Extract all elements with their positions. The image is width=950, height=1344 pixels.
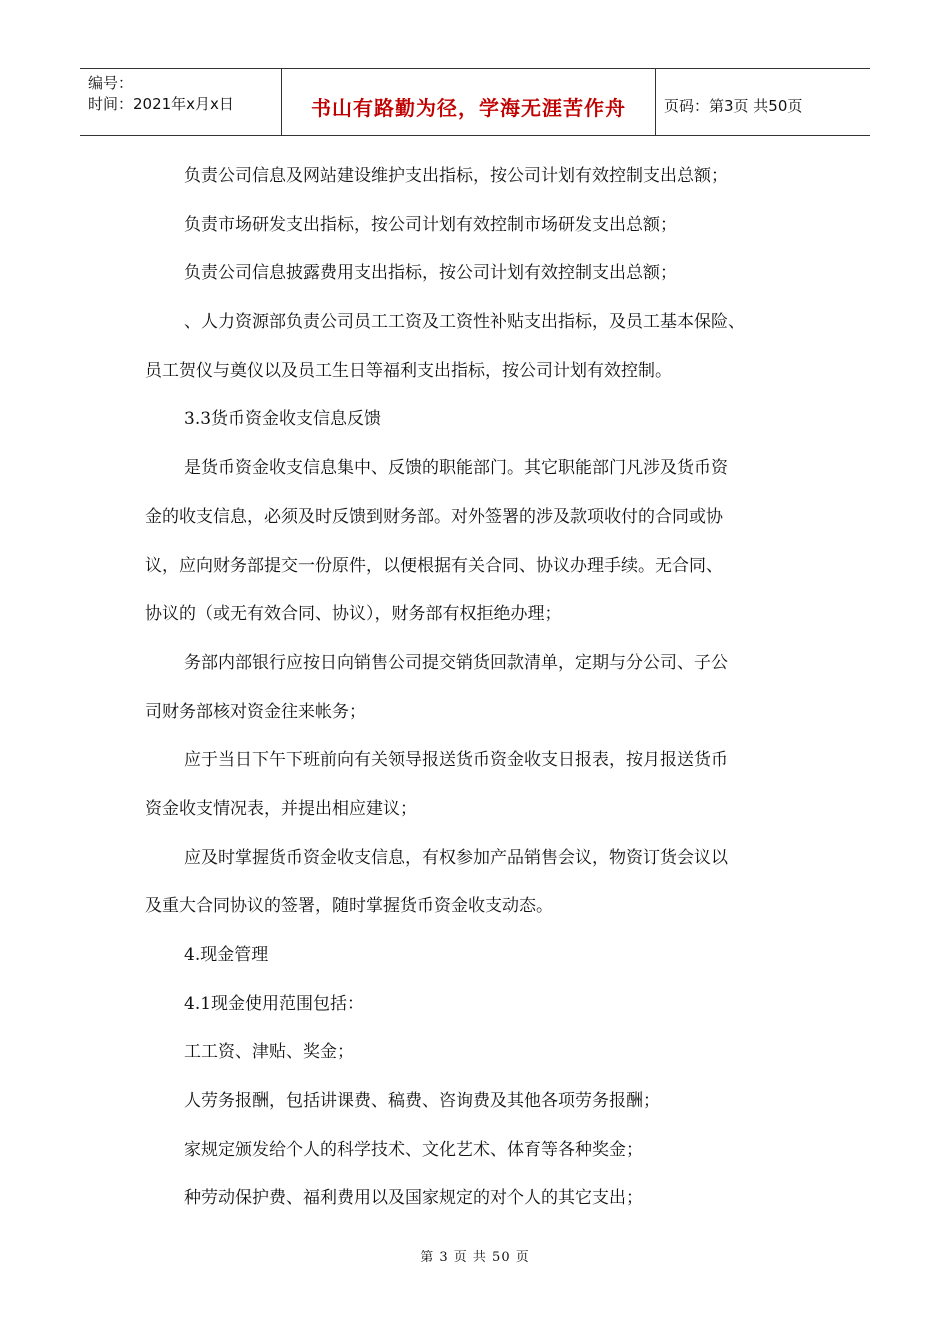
body-line: 负责公司信息披露费用支出指标，按公司计划有效控制支出总额；: [184, 263, 677, 284]
header-motto: 书山有路勤为径，学海无涯苦作舟: [282, 69, 656, 135]
body-line: 资金收支情况表，并提出相应建议；: [145, 798, 417, 819]
header-page-number: 页码：第3页 共50页: [664, 96, 803, 115]
page-header: [80, 68, 870, 136]
body-line: 协议的（或无有效合同、协议），财务部有权拒绝办理；: [145, 604, 562, 625]
body-line: 负责市场研发支出指标，按公司计划有效控制市场研发支出总额；: [184, 214, 677, 235]
body-line: 3.3货币资金收支信息反馈: [184, 409, 382, 430]
body-line: 4.1现金使用范围包括：: [184, 993, 365, 1014]
body-line: 应及时掌握货币资金收支信息，有权参加产品销售会议，物资订货会议以: [184, 847, 728, 868]
page-footer: 第 3 页 共 50 页: [420, 1250, 530, 1265]
header-meta: [80, 69, 282, 135]
body-line: 及重大合同协议的签署，随时掌握货币资金收支动态。: [145, 896, 553, 917]
body-line: 4.现金管理: [184, 945, 269, 965]
body-line: 应于当日下午下班前向有关领导报送货币资金收支日报表，按月报送货币: [184, 750, 728, 771]
body-line: 议，应向财务部提交一份原件，以便根据有关合同、协议办理手续。无合同、: [145, 555, 723, 576]
body-line: 种劳动保护费、福利费用以及国家规定的对个人的其它支出；: [184, 1188, 643, 1209]
body-line: 、人力资源部负责公司员工工资及工资性补贴支出指标，及员工基本保险、: [184, 312, 745, 333]
body-line: 是货币资金收支信息集中、反馈的职能部门。其它职能部门凡涉及货币资: [184, 458, 728, 479]
document-number-label: 编号：: [88, 74, 134, 92]
document-body: [145, 152, 815, 1223]
body-line: 工工资、津贴、奖金；: [184, 1042, 354, 1063]
body-line: 负责公司信息及网站建设维护支出指标，按公司计划有效控制支出总额；: [184, 166, 728, 186]
body-line: 家规定颁发给个人的科学技术、文化艺术、体育等各种奖金；: [184, 1139, 643, 1160]
document-date-label: 时间：2021年x月x日: [88, 95, 234, 113]
body-line: 金的收支信息，必须及时反馈到财务部。对外签署的涉及款项收付的合同或协: [145, 506, 723, 527]
body-line: 司财务部核对资金往来帐务；: [145, 701, 366, 722]
body-line: 务部内部银行应按日向销售公司提交销货回款清单，定期与分公司、子公: [184, 652, 728, 673]
body-line: 人劳务报酬，包括讲课费、稿费、咨询费及其他各项劳务报酬；: [184, 1091, 660, 1112]
body-line: 员工贺仪与奠仪以及员工生日等福利支出指标，按公司计划有效控制。: [145, 360, 672, 381]
